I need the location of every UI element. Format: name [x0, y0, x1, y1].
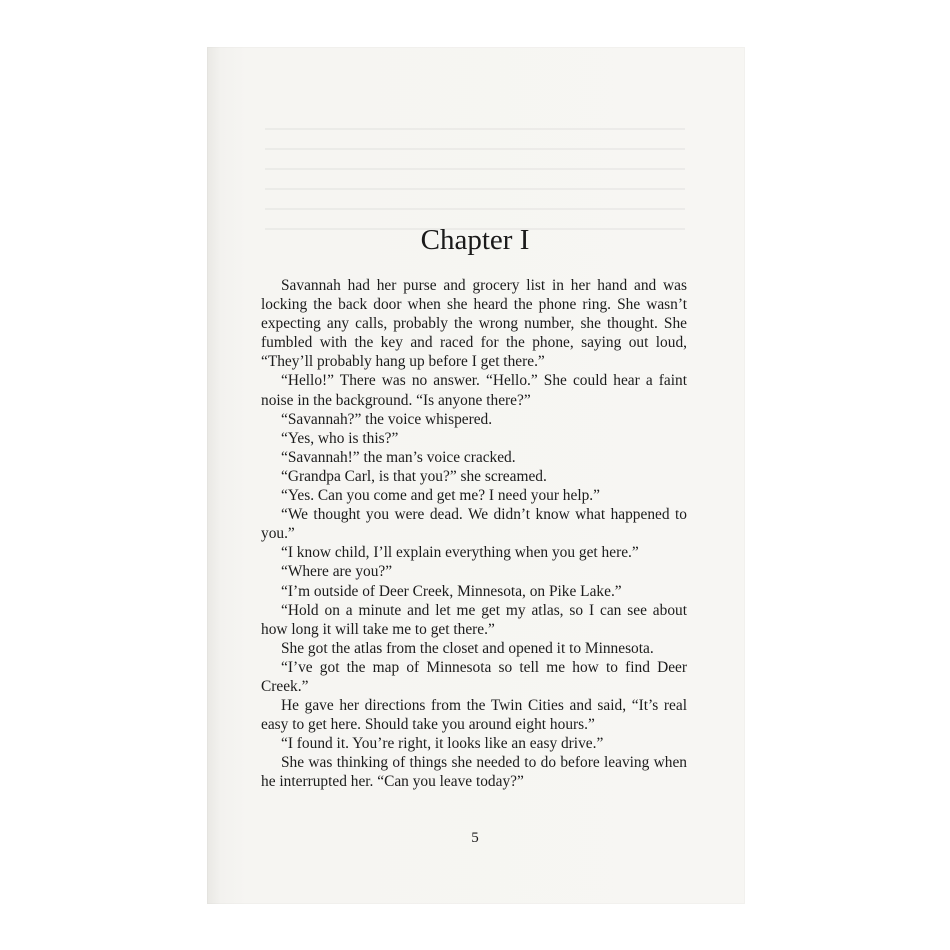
paragraph: “Savannah?” the voice whispered.	[281, 410, 493, 428]
paragraph: “Yes, who is this?”	[281, 429, 399, 447]
paragraph: “Savannah!” the man’s voice cracked.	[281, 448, 516, 466]
paragraph: “Where are you?”	[281, 563, 393, 581]
paragraph: “I know child, I’ll explain everything when you get here.”	[281, 544, 639, 562]
paragraph: “Grandpa Carl, is that you?” she screamed.	[281, 467, 547, 485]
paragraph: She was thinking of things she needed to do before leaving when he interrupted her. “Can you leave today?”	[261, 754, 687, 791]
chapter-body	[261, 276, 687, 792]
chapter-title: Chapter I	[420, 224, 530, 256]
paragraph: “Hold on a minute and let me get my atlas, so I can see about how long it will take me to get there.”	[261, 601, 687, 638]
paragraph: “I’m outside of Deer Creek, Minnesota, on Pike Lake.”	[281, 582, 622, 600]
paragraph: She got the atlas from the closet and opened it to Minnesota.	[281, 639, 654, 657]
page-number: 5	[471, 830, 479, 846]
paragraph: “Hello!” There was no answer. “Hello.” She could hear a faint noise in the background. “Is anyone there?”	[261, 372, 687, 409]
paragraph: “We thought you were dead. We didn’t know what happened to you.”	[261, 506, 687, 543]
paragraph: He gave her directions from the Twin Cities and said, “It’s real easy to get here. Should take you around eight hours.”	[261, 697, 687, 734]
paragraph: Savannah had her purse and grocery list in her hand and was locking the back door when she heard the phone ring. She wasn’t expecting any calls, probably the wrong number, she thought. She fumbled with the key and raced for the phone, saying out loud, “They’ll probably hang up before I get there.”	[261, 277, 687, 371]
paragraph: “I’ve got the map of Minnesota so tell me how to find Deer Creek.”	[261, 658, 687, 695]
paragraph: “I found it. You’re right, it looks like an easy drive.”	[281, 735, 604, 753]
paragraph: “Yes. Can you come and get me? I need your help.”	[281, 487, 600, 505]
